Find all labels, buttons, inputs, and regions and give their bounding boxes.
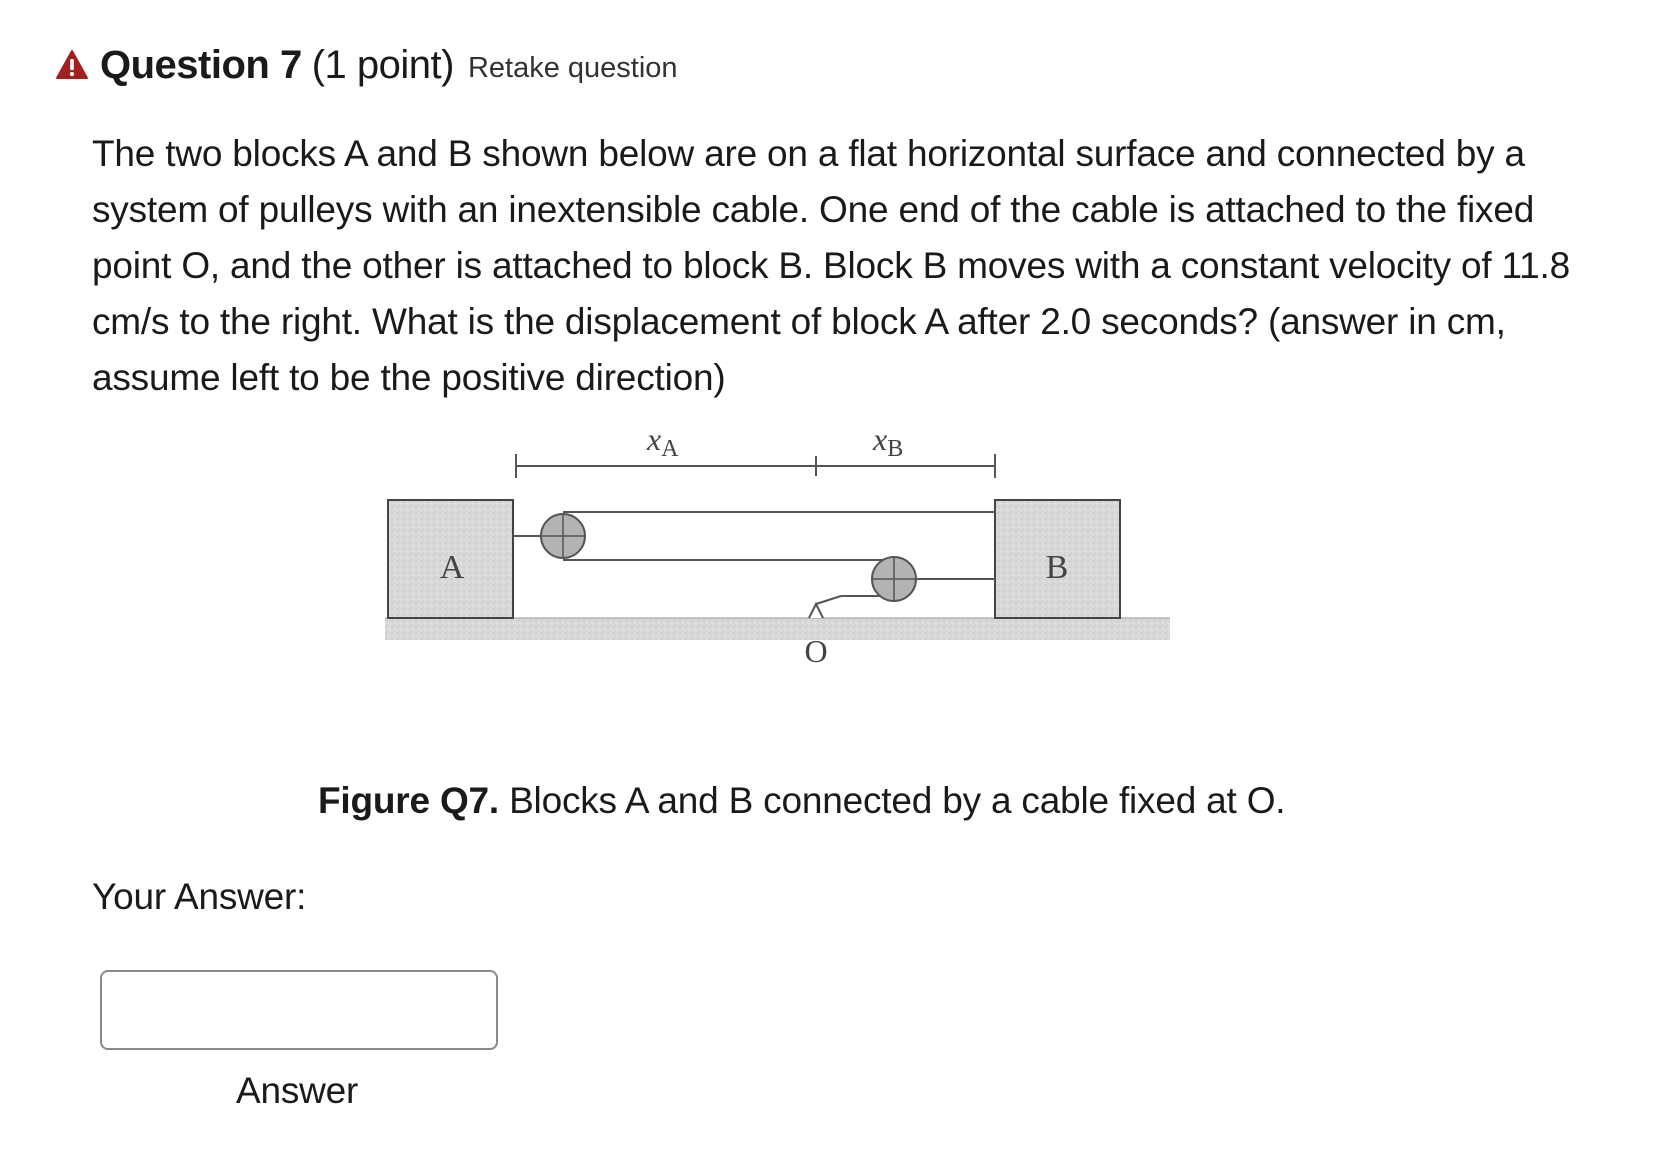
question-title: Question 7 — [100, 42, 302, 87]
answer-field-label: Answer — [236, 1070, 359, 1111]
label-xa: xA — [647, 421, 679, 462]
retake-question-link[interactable]: Retake question — [467, 51, 678, 84]
question-text: The two blocks A and B shown below are on a flat horizontal surface and connected by a system of pulleys with an inextensible cable. One end of the cable is attached to the fixed point O, and the other is attached to block B. Block B moves with a constant velocity of 11.8 cm/s to the right. What is the displacement of block A after 2.0 seconds? (answer in cm, assume left to be the positive direction) — [92, 133, 1570, 398]
question-points: (1 point) — [311, 42, 454, 87]
warning-triangle-icon — [56, 49, 88, 81]
anchor-o — [809, 604, 823, 618]
your-answer-label: Your Answer: — [92, 876, 307, 917]
answer-input[interactable] — [100, 970, 498, 1050]
ground-surface — [385, 618, 1170, 640]
figure-caption — [318, 780, 1378, 822]
cable — [563, 512, 995, 596]
block-a-label: A — [439, 549, 465, 586]
caption-figure-number: Figure Q7. — [318, 780, 499, 821]
figure-q7 — [385, 421, 1255, 730]
dimension-line — [516, 454, 995, 478]
caption-text: Blocks A and B connected by a cable fixed at O. — [498, 780, 1286, 821]
point-o-label: O — [804, 633, 828, 669]
label-xb: xB — [873, 421, 904, 462]
question-header — [56, 38, 678, 92]
pulley-diagram — [385, 421, 1255, 730]
block-b-label: B — [1045, 549, 1069, 586]
